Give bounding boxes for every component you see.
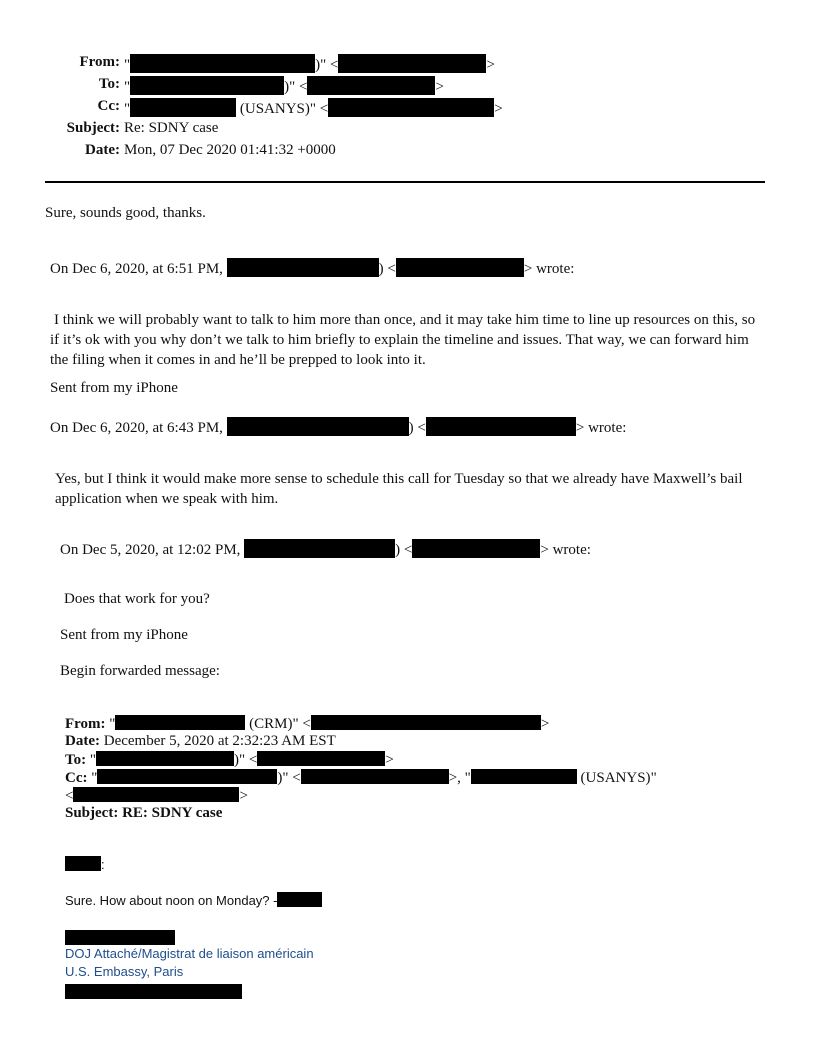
fwd-subject-value: RE: SDNY case <box>122 805 223 821</box>
fwd-cc-cont: < > <box>65 788 248 804</box>
header-divider <box>45 181 765 183</box>
redaction-block <box>277 892 322 907</box>
redaction-block <box>130 54 315 73</box>
forward-notice: Begin forwarded message: <box>60 663 220 679</box>
redaction-block <box>115 715 245 730</box>
quote-header-2: On Dec 6, 2020, at 6:43 PM, ) < > wrote: <box>50 417 626 437</box>
fwd-from: From: " (CRM)" < > <box>65 716 550 732</box>
sent-from-1: Sent from my iPhone <box>50 380 178 396</box>
inner-body <box>65 892 322 908</box>
redaction-block <box>244 539 395 558</box>
signature-office: U.S. Embassy, Paris <box>65 964 184 979</box>
redaction-block <box>227 258 379 277</box>
subject-value: Re: SDNY case <box>124 120 219 136</box>
fwd-from-org: (CRM) <box>249 716 293 732</box>
redaction-block <box>328 98 494 117</box>
fwd-cc-org: (USANYS) <box>580 770 651 786</box>
quote-body-1: I think we will probably want to talk to him more than once, and it may take him time to line up resources on this, so if it’s ok with you why don’t we talk to him briefly to explain the timeline and issues. That way, we can forward him the filing when it comes in and he’ll be prepped to look into it. <box>50 312 756 368</box>
fwd-from-label: From: <box>65 716 106 732</box>
fwd-date <box>65 733 336 750</box>
reply-text: Sure, sounds good, thanks. <box>45 205 206 221</box>
signature-contact <box>65 984 242 1002</box>
fwd-subject-label: Subject: <box>65 805 119 821</box>
redaction-block <box>65 984 242 999</box>
salutation-colon: : <box>101 857 105 872</box>
fwd-date-label: Date: <box>65 733 100 749</box>
fwd-to-label: To: <box>65 752 87 768</box>
subject-label: Subject: <box>66 120 120 136</box>
redaction-block <box>227 417 409 436</box>
from-value: " )" < > <box>124 54 495 74</box>
date-value: Mon, 07 Dec 2020 01:41:32 +0000 <box>124 142 336 158</box>
to-value: " )" < > <box>124 76 444 96</box>
redaction-block <box>396 258 524 277</box>
cc-org: (USANYS) <box>239 101 310 117</box>
from-label: From: <box>79 54 120 70</box>
signature-title: DOJ Attaché/Magistrat de liaison américain <box>65 946 314 961</box>
redaction-block <box>257 751 385 766</box>
fwd-cc-label: Cc: <box>65 770 88 786</box>
cc-value: " (USANYS)" < > <box>124 98 503 118</box>
redaction-block <box>301 769 449 784</box>
question-text: Does that work for you? <box>64 591 210 607</box>
redaction-block <box>130 76 284 95</box>
redaction-block <box>130 98 236 117</box>
quote-header-3: On Dec 5, 2020, at 12:02 PM, ) < > wrote: <box>60 539 591 559</box>
inner-body-text: Sure. How about noon on Monday? - <box>65 893 278 908</box>
quote-date-1: On Dec 6, 2020, at 6:51 PM, <box>50 261 223 277</box>
quote-date-2: On Dec 6, 2020, at 6:43 PM, <box>50 420 223 436</box>
redaction-block <box>65 930 175 945</box>
fwd-cc: Cc: " )" < >, " (USANYS)" <box>65 770 657 786</box>
to-label: To: <box>98 76 120 92</box>
quote-date-3: On Dec 5, 2020, at 12:02 PM, <box>60 542 241 558</box>
redaction-block <box>96 751 234 766</box>
salutation <box>65 856 105 872</box>
redaction-block <box>65 856 101 871</box>
redaction-block <box>338 54 486 73</box>
redaction-block <box>97 769 277 784</box>
redaction-block <box>307 76 435 95</box>
wrote-label: wrote: <box>552 542 591 558</box>
fwd-to: To: " )" < > <box>65 752 394 768</box>
redaction-block <box>73 787 239 802</box>
quote-header-1: On Dec 6, 2020, at 6:51 PM, ) < > wrote: <box>50 258 574 278</box>
redaction-block <box>311 715 541 730</box>
sent-from-2: Sent from my iPhone <box>60 627 188 643</box>
cc-label: Cc: <box>97 98 120 114</box>
wrote-label: wrote: <box>536 261 575 277</box>
redaction-block <box>426 417 576 436</box>
date-label: Date: <box>85 142 120 158</box>
quote-body-2: Yes, but I think it would make more sense to schedule this call for Tuesday so that we already have Maxwell’s bail application when we speak with him. <box>55 471 743 507</box>
fwd-date-value: December 5, 2020 at 2:32:23 AM EST <box>103 733 336 749</box>
wrote-label: wrote: <box>588 420 627 436</box>
redaction-block <box>412 539 540 558</box>
redaction-block <box>471 769 577 784</box>
fwd-subject <box>65 805 222 822</box>
